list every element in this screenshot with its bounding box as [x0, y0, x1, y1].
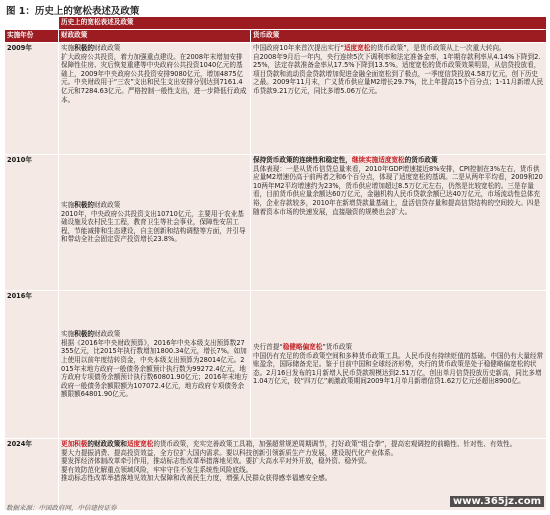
- policy-heading-2024: 更加积极的财政政策和适度宽松的货币政策，充实完善政策工具箱，加强超常规逆周期调节，打好政策“组合拳”，提高宏观调控的前瞻性、针对性、有效性。: [61, 440, 517, 448]
- monetary-body: 具体表现：一是从货币信贷总量来看，2010年GDP增速接近8%安排，CPI控制在3%左右，货币供应量M2增速仍高于前两者之和6个百分点，体现了适度宽松的基调。二是从两年平均看，2009和2010两年M2平均增速约为23%，货币供应增加超过8.5万亿元左右，仍然是比较宽松的。三是存量看，目前货币供应量余额达60万亿元，金融机构人民币贷款余额已达40万亿元，市场流动性总体充裕，企业存款较多，2010年在新增贷款量基础上，盘活信贷存量和提高信贷结构的空间较大。四是随着资本市场的快速发展，直接融资的规模也会扩大。: [253, 164, 543, 216]
- policy-table: [4, 16, 547, 511]
- source-note: 数据来源：中国政府网，中信建投证券: [6, 504, 117, 512]
- monetary-heading: 中国政府10年来首次提出实行“适度宽松的货币政策”，是货币政策从上一次重大转向。: [253, 44, 506, 52]
- col-header-fiscal: 财政政策: [59, 30, 251, 43]
- policy-line: 推动标志性改革举措落地见效加大保障和改善民生力度，增强人民群众获得感幸福感安全感。: [61, 474, 332, 483]
- year-cell: 2009年: [5, 43, 59, 155]
- fiscal-heading: 实施积极的财政政策: [61, 330, 121, 339]
- policy-line: 要有效防范化解重点领域风险，牢牢守住不发生系统性风险底线。: [61, 465, 253, 474]
- fiscal-heading: 实施积极的财政政策: [61, 44, 121, 52]
- fiscal-cell: [59, 155, 251, 291]
- table-row: [5, 155, 547, 291]
- figure-title: 图 1：历史上的宽松表述及政策: [6, 6, 140, 17]
- table-header-row: [5, 30, 547, 43]
- policy-line: 要大力提振消费、提高投资效益，全方位扩大国内需求。要以科技创新引领新质生产力发展，建设现代化产业体系。: [61, 448, 398, 457]
- table-main-header: 历史上的宽松表述及政策: [59, 17, 547, 30]
- year-cell: 2016年: [5, 291, 59, 439]
- year-cell: 2024年: [5, 439, 59, 511]
- col-header-monetary: 货币政策: [251, 30, 547, 43]
- monetary-cell: [251, 43, 547, 155]
- fiscal-body: 2010年，中央政府公共投资支出10710亿元，主要用于农业基础设施及农村民生工程，教育卫生等社会事业，保障性安居工程，节能减排和生态建设，自主创新和结构调整等方面，并引导和带动全社会固定资产投资增长23.8%。: [61, 209, 246, 244]
- fiscal-heading: 实施积极的财政政策: [61, 201, 121, 210]
- policy-line: 要发挥经济体制改革牵引作用，推动标志性改革举措落地见效。要扩大高水平对外开放，稳外资、稳外贸。: [61, 457, 371, 466]
- monetary-cell: [251, 291, 547, 439]
- monetary-heading: 央行首提“稳健略偏宽松”货币政策: [253, 343, 353, 352]
- table-row: [5, 291, 547, 439]
- monetary-body: 自2008年9月后一年内，央行连续5次下调利率和法定准备金率，1年期存款利率从4.14%下降到2.25%，法定存款准备金率从17.5%下降到13.5%。适度宽松的货币政策效果明显，从信贷投放看，项目贷款和流动资金贷款增加促进金融全面宽松到了极点，一季度信贷投放4.58万亿元，创下历史之最。2009年11月末，广义货币供应量M2增长29.7%，比上年提高15个百分点；1-11月新增人民币贷款9.21万亿元，同比多增5.06万亿元。: [253, 52, 544, 95]
- table-header-main-row: [5, 17, 547, 30]
- fiscal-body: 扩大政府公共投资，着力加强重点建设。在2008年末增加安排保障性住房、灾后恢复重建等中央政府公共投资1040亿元的基础上，2009年中央政府公共投资安排9080亿元，增加4875亿元。中央财政用于“三农”支出和民生支出安排分别达到7161.4亿元和7284.63亿元。严格控制一般性支出，进一步降低行政成本。: [61, 52, 247, 104]
- table-row: [5, 43, 547, 155]
- fiscal-body: 根据《2016年中央财政预算》，2016年中央本级支出预算数27355亿元，比2015年执行数增加1800.34亿元，增长7%。如加上使用以前年度结转资金，中央本级支出预算为28014亿元。2015年末地方政府一般债务余额预计执行数为99272.4亿元，地方政府专项债务余额预计执行数60801.90亿元；2016年末地方政府一般债务余额限额为107072.4亿元，地方政府专项债务余额限额64801.90亿元。: [61, 338, 248, 399]
- monetary-body: 中国仍有充足的货币政策空间和多种货币政策工具。人民币没有持续贬值的基础。中国仍有大量经常账盈余，国际储备充足。鉴于目前中国和全球经济形势，央行的货币政策是处于稳健略偏宽松的状态。2月16日发布的1月新增人民币贷款规模达到2.51万亿，创出单月信贷投放历史新高，同比多增1.04万亿元，较“四万亿”刺激政策期间2009年1月单月新增信贷1.62万亿元还超出8900亿。: [253, 351, 544, 386]
- col-header-year: 实施年份: [5, 30, 59, 43]
- monetary-cell: [251, 155, 547, 291]
- watermark: www.365jz.com: [450, 496, 544, 507]
- monetary-heading: 保持货币政策的连续性和稳定性，继续实施适度宽松的货币政策: [253, 156, 438, 164]
- fiscal-cell: [59, 43, 251, 155]
- fiscal-cell: [59, 291, 251, 439]
- year-cell: 2010年: [5, 155, 59, 291]
